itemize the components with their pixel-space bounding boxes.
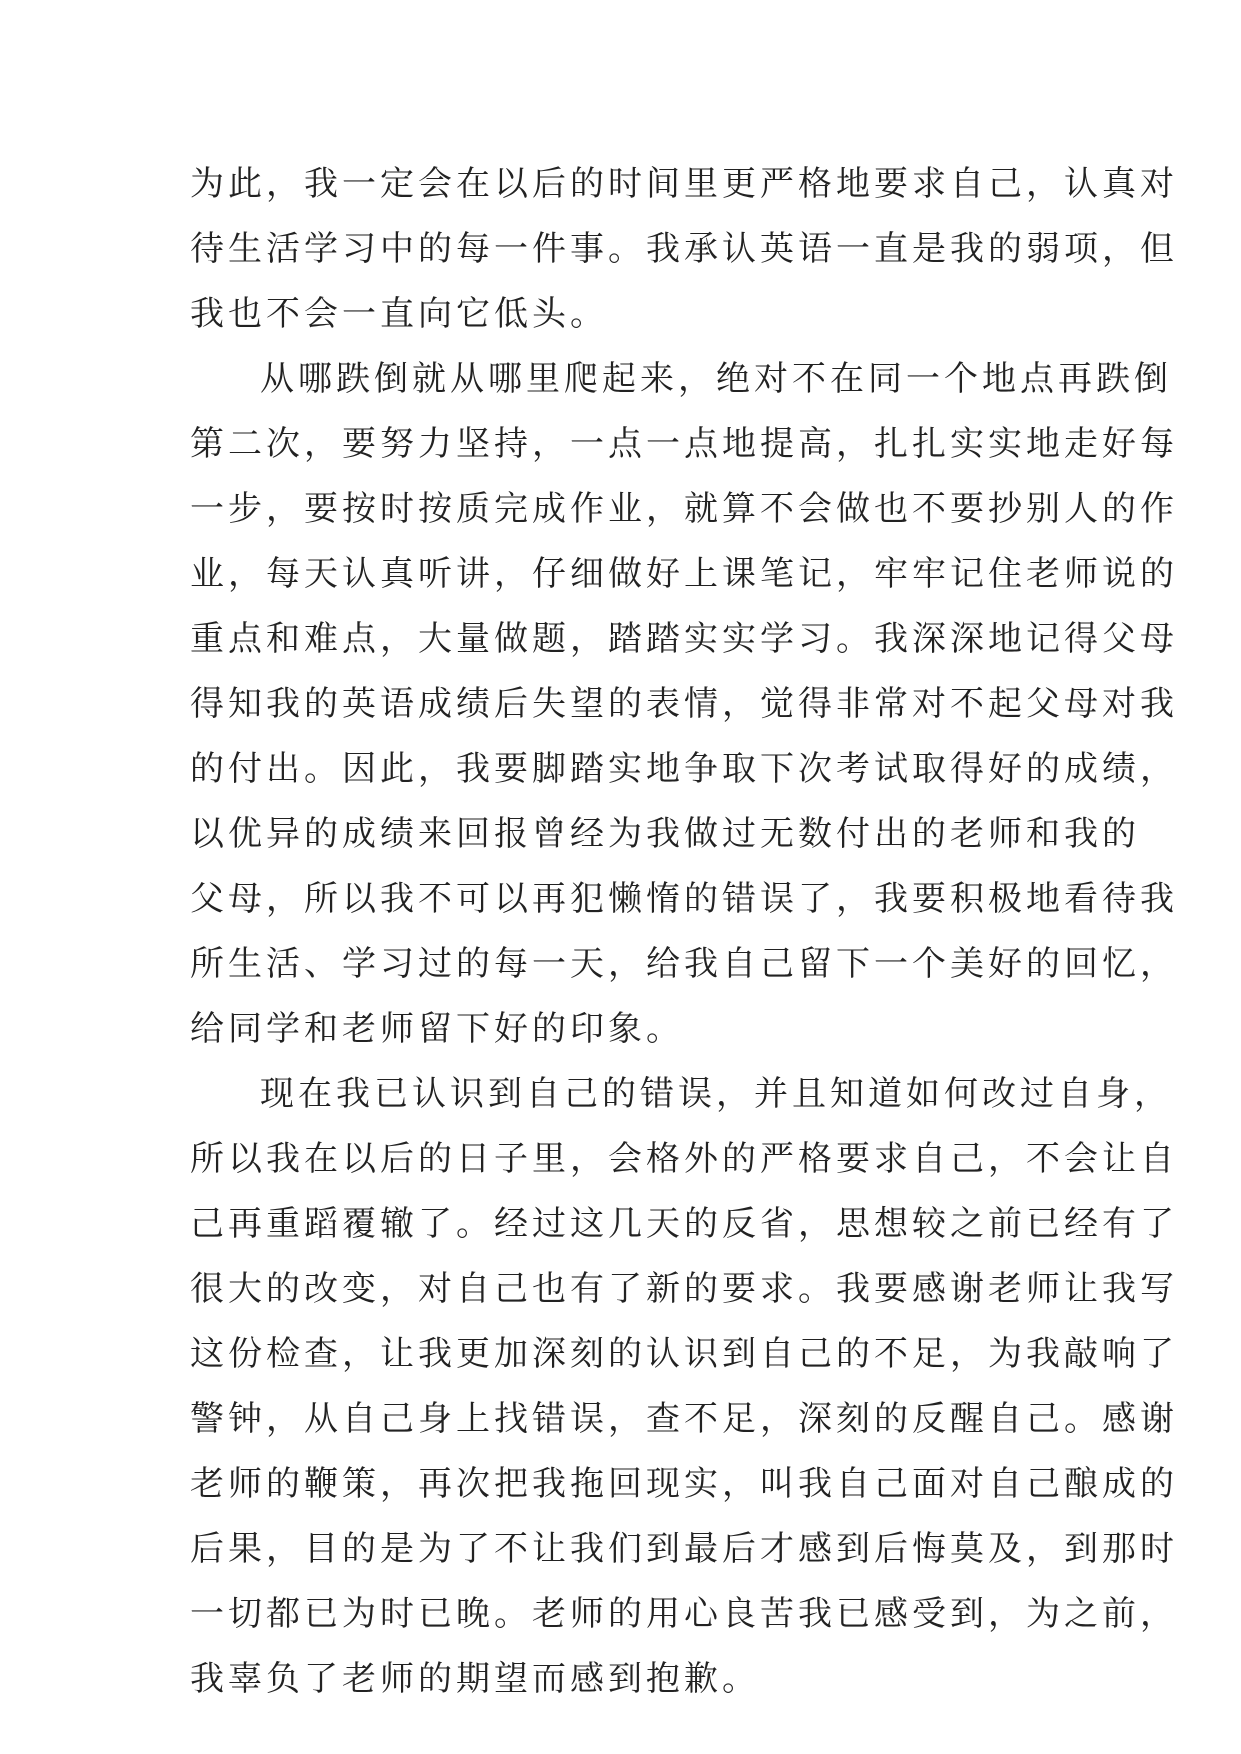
text-line: 己再重蹈覆辙了。经过这几天的反省，思想较之前已经有了 [190,1204,1178,1244]
paragraph-1 [190,152,1178,347]
text-line: 现在我已认识到自己的错误，并且知道如何改过自身， [260,1074,1172,1114]
text-line: 得知我的英语成绩后失望的表情，觉得非常对不起父母对我 [190,684,1178,724]
paragraph-2 [190,347,1178,1062]
text-line: 给同学和老师留下好的印象。 [190,1009,684,1049]
text-line: 警钟，从自己身上找错误，查不足，深刻的反醒自己。感谢 [190,1399,1178,1439]
text-line: 业，每天认真听讲，仔细做好上课笔记，牢牢记住老师说的 [190,554,1178,594]
text-line: 的付出。因此，我要脚踏实地争取下次考试取得好的成绩， [190,749,1178,789]
text-line: 第二次，要努力坚持，一点一点地提高，扎扎实实地走好每 [190,424,1178,464]
text-line: 所生活、学习过的每一天，给我自己留下一个美好的回忆， [190,944,1178,984]
text-line: 以优异的成绩来回报曾经为我做过无数付出的老师和我的 [190,814,1140,854]
text-line: 老师的鞭策，再次把我拖回现实，叫我自己面对自己酿成的 [190,1464,1178,1504]
text-line: 父母，所以我不可以再犯懒惰的错误了，我要积极地看待我 [190,879,1178,919]
text-line: 很大的改变，对自己也有了新的要求。我要感谢老师让我写 [190,1269,1178,1309]
text-line: 待生活学习中的每一件事。我承认英语一直是我的弱项，但 [190,229,1178,269]
text-line: 这份检查，让我更加深刻的认识到自己的不足，为我敲响了 [190,1334,1178,1374]
text-line: 后果，目的是为了不让我们到最后才感到后悔莫及，到那时 [190,1529,1178,1569]
text-line: 一切都已为时已晚。老师的用心良苦我已感受到，为之前， [190,1594,1178,1634]
text-line: 一步，要按时按质完成作业，就算不会做也不要抄别人的作 [190,489,1178,529]
text-line: 我辜负了老师的期望而感到抱歉。 [190,1659,760,1699]
body-text [190,152,1178,1712]
text-line: 重点和难点，大量做题，踏踏实实学习。我深深地记得父母 [190,619,1178,659]
text-line: 从哪跌倒就从哪里爬起来，绝对不在同一个地点再跌倒 [260,359,1172,399]
text-line: 我也不会一直向它低头。 [190,294,608,334]
text-line: 所以我在以后的日子里，会格外的严格要求自己，不会让自 [190,1139,1178,1179]
paragraph-3 [190,1062,1178,1712]
text-line: 为此，我一定会在以后的时间里更严格地要求自己，认真对 [190,164,1178,204]
